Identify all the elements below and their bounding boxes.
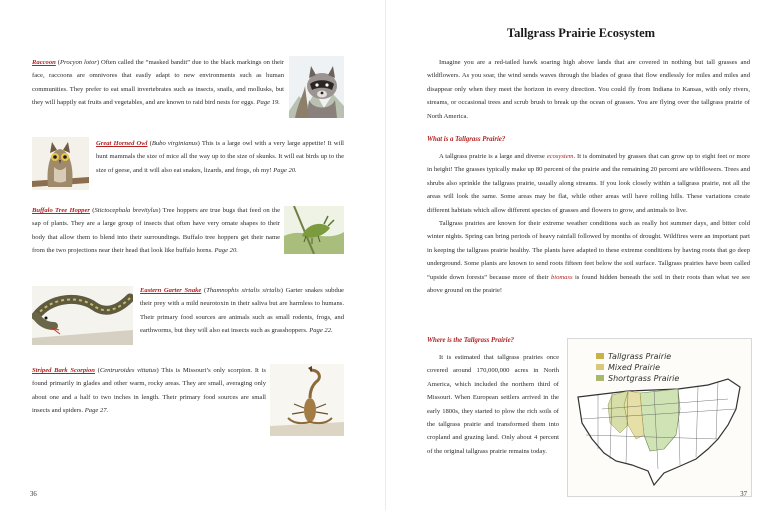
text-run: is found hidden beneath the soil in their roots than what we see above ground on the prairie! [427, 273, 750, 295]
raccoon-drawing [289, 56, 344, 118]
section-heading-what: What is a Tallgrass Prairie? [427, 136, 506, 143]
text-run: . It is dominated by grasses that can grow up to eight feet or more in height! The grasses typically make up 80 percent of the prairie and the remaining 20 percent are wildflowers. Trees and shrubs also sprinkle the tallgrass prairie, usually along streams. If you look closely within a tallgrass prairie, not all the areas will look the same. Some areas may be flat, while other areas will have rolling hills. These variations create different habitats which allow different species of grasses and flowers to grow, and animals to live. [427, 153, 750, 214]
entry-text: Garter snakes subdue their prey with a mild neurotoxin in their saliva but are harmless to humans. Their primary food sources are animals such as small rodents, frogs, and earthworms, but they will also eat insects such as grasshoppers. [140, 287, 344, 335]
entry-text: Often called the “masked bandit” due to the black markings on their face, raccoons are omnivores that easily adapt to new environments such as human communities. They prefer to eat small invertebrates such as insects, snails, and mollusks, but they will happily eat fruits and vegetables, and are known to raid bird nests for eggs. [32, 59, 284, 107]
entry-text: Tree hoppers are true bugs that feed on the sap of plants. They are a large group of insects that often have very ornate shapes to their body that allow them to blend into their surroundings. Buffalo tree hoppers get their name from the two projections near their head that look like buffalo horns. [32, 207, 281, 255]
page-title: Tallgrass Prairie Ecosystem [506, 26, 656, 40]
tree-hopper-image [284, 206, 344, 254]
text-run: Tallgrass prairies are known for their extreme weather conditions such as really hot summer days, and bitter cold winter nights. Spring can bring periods of heavy rainfall followed by months of drought. Wildfires were an important part in keeping the tallgrass prairie healthy. The plants have adapted to these extreme conditions by having roots that go deep underground. Some plants are known to send roots fifteen feet below the soil surface. Tallgrass prairies have been called “upside down forests” because more of their [427, 220, 750, 281]
page-ref: Page 20. [273, 166, 297, 174]
what-paragraph-1 [427, 150, 750, 217]
section-what-body [427, 150, 750, 297]
what-paragraph-2 [427, 217, 750, 297]
section-where-body [427, 351, 559, 458]
legend-label: Shortgrass Prairie [608, 373, 680, 383]
right-page [386, 0, 771, 510]
species-name: Eastern Garter Snake [140, 287, 202, 294]
latin-name: Thamnophis sirtalis sirtalis [206, 287, 281, 294]
page-ref: Page 19. [256, 99, 280, 107]
entry-owl: Great Horned Owl (Bubo virginianus) This is a large owl with a very large appetite! It will hunt mammals the size of mice all the way up to the size of skunks. It will eat birds up to the size of geese, and it will also eat snakes, lizards, and frogs, oh my! Page 20. [96, 140, 344, 174]
entry-text: This is Missouri’s only scorpion. It is found primarily in glades and other warm, rocky areas. They are small, averaging only about one and a half to two inches in length. Their primary food sources are small insects and spiders. [32, 367, 266, 415]
page-ref: Page 22. [309, 327, 333, 335]
us-map-drawing [568, 339, 751, 496]
intro-text: Imagine you are a red-tailed hawk soaring high above lands that are covered in nothing but tall grasses and wildflowers. As you soar, the wind sends waves through the blades of grass that flow endlessly for miles and miles and disappear only when they meet the horizon in every direction. You could fly from Indiana to Kansas, with only rivers, streams, or occasional trees and scrub brush to break up the ocean of grasses. You are flying over the tallgrass prairie of North America. [427, 59, 750, 120]
left-page [0, 0, 385, 510]
entry-raccoon: Raccoon (Procyon lotor) Often called the “masked bandit” due to the black markings on their face, raccoons are omnivores that easily adapt to new environments such as human communities. They prefer to eat small invertebrates such as insects, snails, and mollusks, but they will happily eat fruits and vegetables, and are known to raid bird nests for eggs. Page 19. [32, 59, 284, 107]
latin-name: Bubo virginianus [151, 140, 198, 147]
section-heading-where: Where is the Tallgrass Prairie? [427, 337, 514, 344]
species-name: Buffalo Tree Hopper [32, 207, 90, 214]
scorpion-drawing [270, 364, 344, 436]
legend-label: Mixed Prairie [608, 362, 661, 372]
legend-label: Tallgrass Prairie [608, 351, 672, 361]
keyword-biomass: biomass [550, 273, 573, 281]
snake-image [32, 286, 133, 345]
raccoon-image [289, 56, 344, 118]
where-paragraph: It is estimated that tallgrass prairies once covered around 170,000,000 acres in North America, which included the northern third of Missouri. When European settlers arrived in the early 1800s, they started to plow the rich soils of the tallgrass prairie and transformed them into cropland and grazing land. Only about 4 percent of the original tallgrass prairie remains today. [427, 354, 559, 455]
latin-name: Procyon lotor [59, 59, 97, 66]
snake-drawing [32, 286, 133, 345]
intro-paragraph [427, 56, 750, 123]
keyword-ecosystem: ecosystem [546, 153, 574, 160]
page-ref: Page 20. [214, 247, 238, 255]
species-name: Striped Bark Scorpion [32, 367, 95, 374]
scorpion-image [270, 364, 344, 436]
entry-garter-snake: Eastern Garter Snake (Thamnophis sirtalis sirtalis) Garter snakes subdue their prey with a mild neurotoxin in their saliva but are harmless to humans. Their primary food sources are animals such as small rodents, frogs, and earthworms, but they will also eat insects such as grasshoppers. Page 22. [140, 287, 344, 335]
entry-scorpion: Striped Bark Scorpion (Centruroides vittatus) This is Missouri’s only scorpion. It is found primarily in glades and other warm, rocky areas. They are small, averaging only about one and a half to two inches in length. Their primary food sources are small insects and spiders. Page 27. [32, 367, 266, 415]
page-number: 37 [740, 491, 747, 498]
page-number: 36 [30, 491, 37, 498]
text-run: A tallgrass prairie is a large and diverse [439, 153, 547, 160]
species-name: Great Horned Owl [96, 140, 148, 147]
entry-text: This is a large owl with a very large appetite! It will hunt mammals the size of mice all the way up to the size of skunks. It will eat birds up to the size of geese, and it will also eat snakes, lizards, and frogs, oh my! [96, 140, 344, 174]
species-name: Raccoon [32, 59, 56, 66]
page-ref: Page 27. [84, 407, 109, 415]
latin-name: Stictocephala brevitylus [94, 207, 159, 214]
prairie-map [567, 338, 752, 497]
owl-image [32, 137, 89, 190]
entry-tree-hopper: Buffalo Tree Hopper (Stictocephala brevitylus) Tree hoppers are true bugs that feed on the sap of plants. They are a large group of insects that often have very ornate shapes to their body that allow them to blend into their surroundings. Buffalo tree hoppers get their name from the two projections near their head that look like buffalo horns. Page 20. [32, 207, 281, 255]
tree-hopper-drawing [284, 206, 344, 254]
owl-drawing [32, 137, 89, 190]
latin-name: Centruroides vittatus [99, 367, 157, 374]
